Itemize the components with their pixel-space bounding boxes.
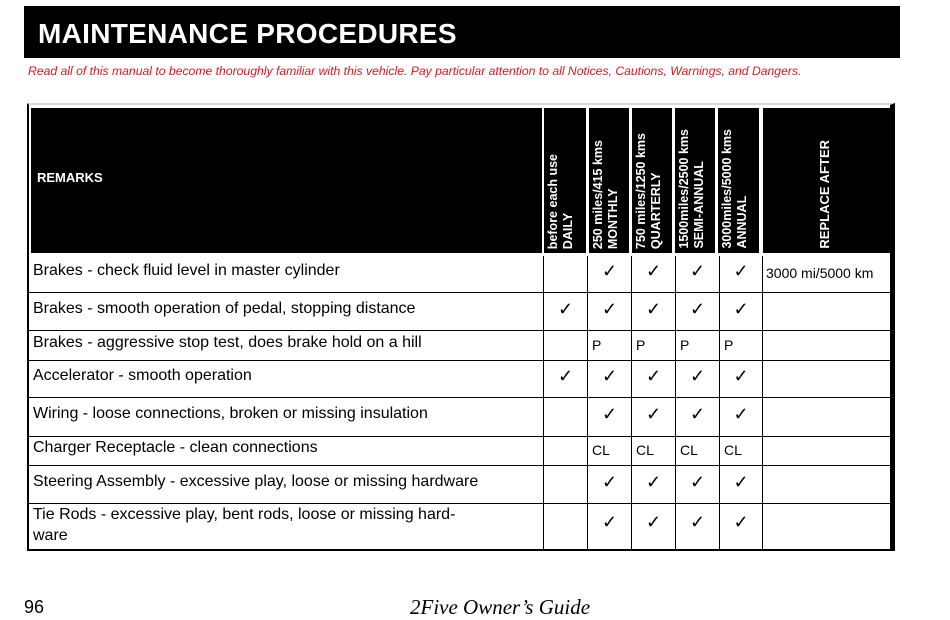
col-header-replace-after-label: REPLACE AFTER bbox=[817, 140, 832, 249]
guide-title: 2Five Owner’s Guide bbox=[410, 595, 591, 619]
page-title: MAINTENANCE PROCEDURES bbox=[38, 18, 457, 49]
cell-quarterly: ✓ bbox=[631, 466, 675, 503]
cell-semi-annual: P bbox=[675, 331, 719, 360]
cell-replace-after: 3000 mi/5000 km bbox=[762, 256, 890, 292]
cell-annual: ✓ bbox=[719, 398, 762, 436]
col-header-annual-label: 3000miles/5000 kms ANNUAL bbox=[720, 129, 749, 249]
safety-notice: Read all of this manual to become thoroughly familiar with this vehicle. Pay particular attention to all Notices, Cautions, Warnings, and Dangers. bbox=[28, 64, 802, 78]
col-header-replace-after bbox=[763, 108, 891, 253]
col-header-monthly bbox=[589, 108, 629, 253]
cell-daily bbox=[543, 466, 587, 503]
row-label: Tie Rods - excessive play, bent rods, loose or missing hard- ware bbox=[33, 506, 456, 544]
cell-monthly: CL bbox=[587, 437, 631, 465]
cell-replace-after bbox=[762, 398, 890, 436]
cell-monthly: P bbox=[587, 331, 631, 360]
cell-monthly: ✓ bbox=[587, 504, 631, 550]
cell-daily bbox=[543, 398, 587, 436]
col-header-quarterly bbox=[632, 108, 672, 253]
cell-annual: ✓ bbox=[719, 361, 762, 397]
table-row bbox=[29, 331, 890, 361]
cell-annual: ✓ bbox=[719, 504, 762, 550]
row-label: Charger Receptacle - clean connections bbox=[33, 439, 318, 456]
cell-daily bbox=[543, 504, 587, 550]
remarks-header bbox=[31, 108, 542, 253]
cell-semi-annual: ✓ bbox=[675, 504, 719, 550]
cell-replace-after bbox=[762, 504, 890, 550]
cell-quarterly: ✓ bbox=[631, 256, 675, 292]
title-banner bbox=[24, 6, 900, 58]
cell-quarterly: ✓ bbox=[631, 361, 675, 397]
cell-quarterly: ✓ bbox=[631, 293, 675, 330]
cell-monthly: ✓ bbox=[587, 293, 631, 330]
cell-replace-after bbox=[762, 437, 890, 465]
row-label: Steering Assembly - excessive play, loose or missing hardware bbox=[33, 473, 479, 490]
cell-replace-after bbox=[762, 361, 890, 397]
cell-semi-annual: ✓ bbox=[675, 293, 719, 330]
remarks-header-label: REMARKS bbox=[37, 170, 103, 185]
col-header-semi-annual bbox=[675, 108, 715, 253]
cell-annual: P bbox=[719, 331, 762, 360]
row-label: Brakes - smooth operation of pedal, stopping distance bbox=[33, 300, 416, 317]
cell-quarterly: ✓ bbox=[631, 504, 675, 550]
table-row bbox=[29, 256, 890, 293]
cell-quarterly: ✓ bbox=[631, 398, 675, 436]
col-header-daily-label: before each use DAILY bbox=[546, 153, 575, 249]
row-label: Brakes - aggressive stop test, does brake hold on a hill bbox=[33, 334, 422, 351]
col-header-semi-annual-label: 1500miles/2500 kms SEMI-ANNUAL bbox=[677, 129, 706, 249]
table-row bbox=[29, 361, 890, 398]
cell-semi-annual: CL bbox=[675, 437, 719, 465]
table-row bbox=[29, 504, 890, 550]
cell-monthly: ✓ bbox=[587, 466, 631, 503]
col-header-annual bbox=[718, 108, 759, 253]
cell-replace-after bbox=[762, 466, 890, 503]
cell-semi-annual: ✓ bbox=[675, 256, 719, 292]
cell-monthly: ✓ bbox=[587, 398, 631, 436]
cell-replace-after bbox=[762, 293, 890, 330]
table-row bbox=[29, 293, 890, 331]
table-row bbox=[29, 466, 890, 504]
row-label: Wiring - loose connections, broken or missing insulation bbox=[33, 405, 428, 422]
cell-daily bbox=[543, 256, 587, 292]
cell-annual: ✓ bbox=[719, 466, 762, 503]
cell-annual: ✓ bbox=[719, 293, 762, 330]
cell-replace-after bbox=[762, 331, 890, 360]
col-header-quarterly-label: 750 miles/1250 kms QUARTERLY bbox=[634, 132, 663, 249]
cell-annual: ✓ bbox=[719, 256, 762, 292]
page-number: 96 bbox=[24, 597, 45, 617]
cell-quarterly: P bbox=[631, 331, 675, 360]
table-row bbox=[29, 437, 890, 466]
col-header-monthly-label: 250 miles/415 kms MONTHLY bbox=[591, 139, 620, 249]
cell-semi-annual: ✓ bbox=[675, 361, 719, 397]
cell-daily: ✓ bbox=[543, 361, 587, 397]
cell-monthly: ✓ bbox=[587, 361, 631, 397]
cell-annual: CL bbox=[719, 437, 762, 465]
cell-daily bbox=[543, 331, 587, 360]
cell-semi-annual: ✓ bbox=[675, 398, 719, 436]
row-label: Brakes - check fluid level in master cylinder bbox=[33, 262, 340, 279]
col-header-daily bbox=[544, 108, 586, 253]
table-row bbox=[29, 398, 890, 437]
cell-semi-annual: ✓ bbox=[675, 466, 719, 503]
cell-monthly: ✓ bbox=[587, 256, 631, 292]
cell-daily: ✓ bbox=[543, 293, 587, 330]
row-label: Accelerator - smooth operation bbox=[33, 367, 252, 384]
cell-daily bbox=[543, 437, 587, 465]
cell-quarterly: CL bbox=[631, 437, 675, 465]
